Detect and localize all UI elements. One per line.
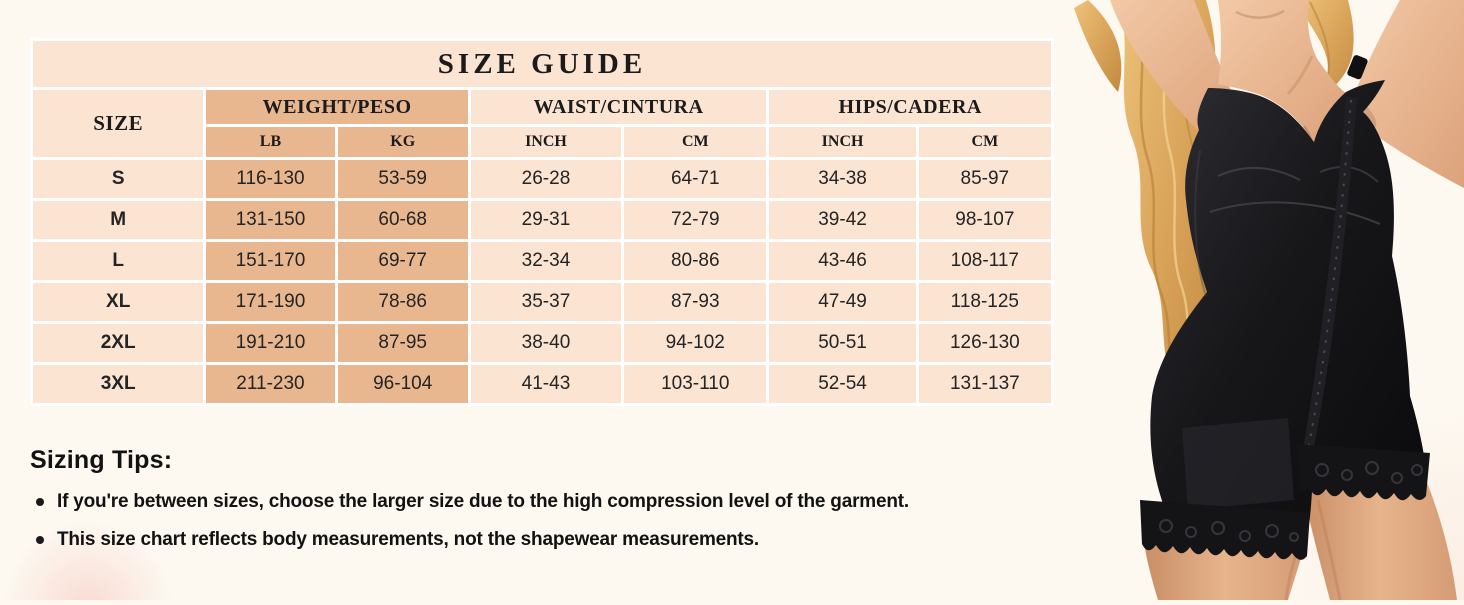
table-row-m bbox=[33, 201, 1051, 239]
cell-waist-cm: 80-86 bbox=[624, 242, 766, 280]
bullet-icon bbox=[36, 498, 44, 506]
cell-waist-inch: 35-37 bbox=[471, 283, 621, 321]
tip-item bbox=[30, 529, 1030, 551]
cell-hips-cm: 98-107 bbox=[919, 201, 1051, 239]
table-row-l bbox=[33, 242, 1051, 280]
cell-weight-lb: 151-170 bbox=[206, 242, 334, 280]
cell-weight-kg: 53-59 bbox=[338, 160, 468, 198]
cell-waist-inch: 38-40 bbox=[471, 324, 621, 362]
size-label: 3XL bbox=[33, 365, 203, 403]
size-label: M bbox=[33, 201, 203, 239]
sub-header-hips-inch: INCH bbox=[769, 127, 915, 157]
cell-hips-cm: 108-117 bbox=[919, 242, 1051, 280]
cell-hips-inch: 43-46 bbox=[769, 242, 915, 280]
cell-waist-cm: 87-93 bbox=[624, 283, 766, 321]
cell-weight-lb: 116-130 bbox=[206, 160, 334, 198]
size-guide-title: SIZE GUIDE bbox=[33, 41, 1051, 87]
table-row-s bbox=[33, 160, 1051, 198]
cell-weight-kg: 78-86 bbox=[338, 283, 468, 321]
cell-waist-cm: 94-102 bbox=[624, 324, 766, 362]
cell-hips-cm: 118-125 bbox=[919, 283, 1051, 321]
cell-waist-cm: 64-71 bbox=[624, 160, 766, 198]
cell-weight-lb: 191-210 bbox=[206, 324, 334, 362]
cell-waist-inch: 26-28 bbox=[471, 160, 621, 198]
cell-hips-inch: 52-54 bbox=[769, 365, 915, 403]
size-label: XL bbox=[33, 283, 203, 321]
table-row-2xl bbox=[33, 324, 1051, 362]
tip-item bbox=[30, 491, 1030, 513]
model-photo bbox=[1060, 0, 1464, 600]
cell-weight-lb: 131-150 bbox=[206, 201, 334, 239]
cell-weight-kg: 87-95 bbox=[338, 324, 468, 362]
cell-hips-cm: 126-130 bbox=[919, 324, 1051, 362]
table-row-3xl bbox=[33, 365, 1051, 403]
sizing-tips-heading: Sizing Tips: bbox=[30, 446, 173, 474]
cell-waist-inch: 29-31 bbox=[471, 201, 621, 239]
group-header-hips: HIPS/CADERA bbox=[769, 90, 1051, 124]
table-row-xl bbox=[33, 283, 1051, 321]
size-guide-table bbox=[30, 38, 1054, 406]
shapewear-model-illustration bbox=[1060, 0, 1464, 600]
cell-hips-inch: 50-51 bbox=[769, 324, 915, 362]
sub-header-hips-cm: CM bbox=[919, 127, 1051, 157]
cell-weight-kg: 96-104 bbox=[338, 365, 468, 403]
size-label: 2XL bbox=[33, 324, 203, 362]
sub-header-waist-inch: INCH bbox=[471, 127, 621, 157]
cell-waist-cm: 103-110 bbox=[624, 365, 766, 403]
sizing-tips-section bbox=[30, 446, 1030, 551]
sub-header-waist-cm: CM bbox=[624, 127, 766, 157]
cell-hips-cm: 85-97 bbox=[919, 160, 1051, 198]
model-hair-lock bbox=[1074, 0, 1121, 92]
size-label: L bbox=[33, 242, 203, 280]
size-column-header: SIZE bbox=[33, 90, 203, 157]
bullet-icon bbox=[36, 536, 44, 544]
cell-hips-inch: 47-49 bbox=[769, 283, 915, 321]
group-header-waist: WAIST/CINTURA bbox=[471, 90, 767, 124]
group-header-weight: WEIGHT/PESO bbox=[206, 90, 468, 124]
cell-waist-inch: 41-43 bbox=[471, 365, 621, 403]
cell-hips-inch: 39-42 bbox=[769, 201, 915, 239]
cell-weight-lb: 171-190 bbox=[206, 283, 334, 321]
cell-waist-cm: 72-79 bbox=[624, 201, 766, 239]
cell-weight-kg: 60-68 bbox=[338, 201, 468, 239]
cell-hips-inch: 34-38 bbox=[769, 160, 915, 198]
sub-header-weight-kg: KG bbox=[338, 127, 468, 157]
cell-waist-inch: 32-34 bbox=[471, 242, 621, 280]
cell-weight-kg: 69-77 bbox=[338, 242, 468, 280]
tip-text: This size chart reflects body measurements, not the shapewear measurements. bbox=[57, 529, 759, 550]
sub-header-weight-lb: LB bbox=[206, 127, 334, 157]
tip-text: If you're between sizes, choose the larger size due to the high compression level of the garment. bbox=[57, 491, 909, 512]
cell-hips-cm: 131-137 bbox=[919, 365, 1051, 403]
size-label: S bbox=[33, 160, 203, 198]
cell-weight-lb: 211-230 bbox=[206, 365, 334, 403]
